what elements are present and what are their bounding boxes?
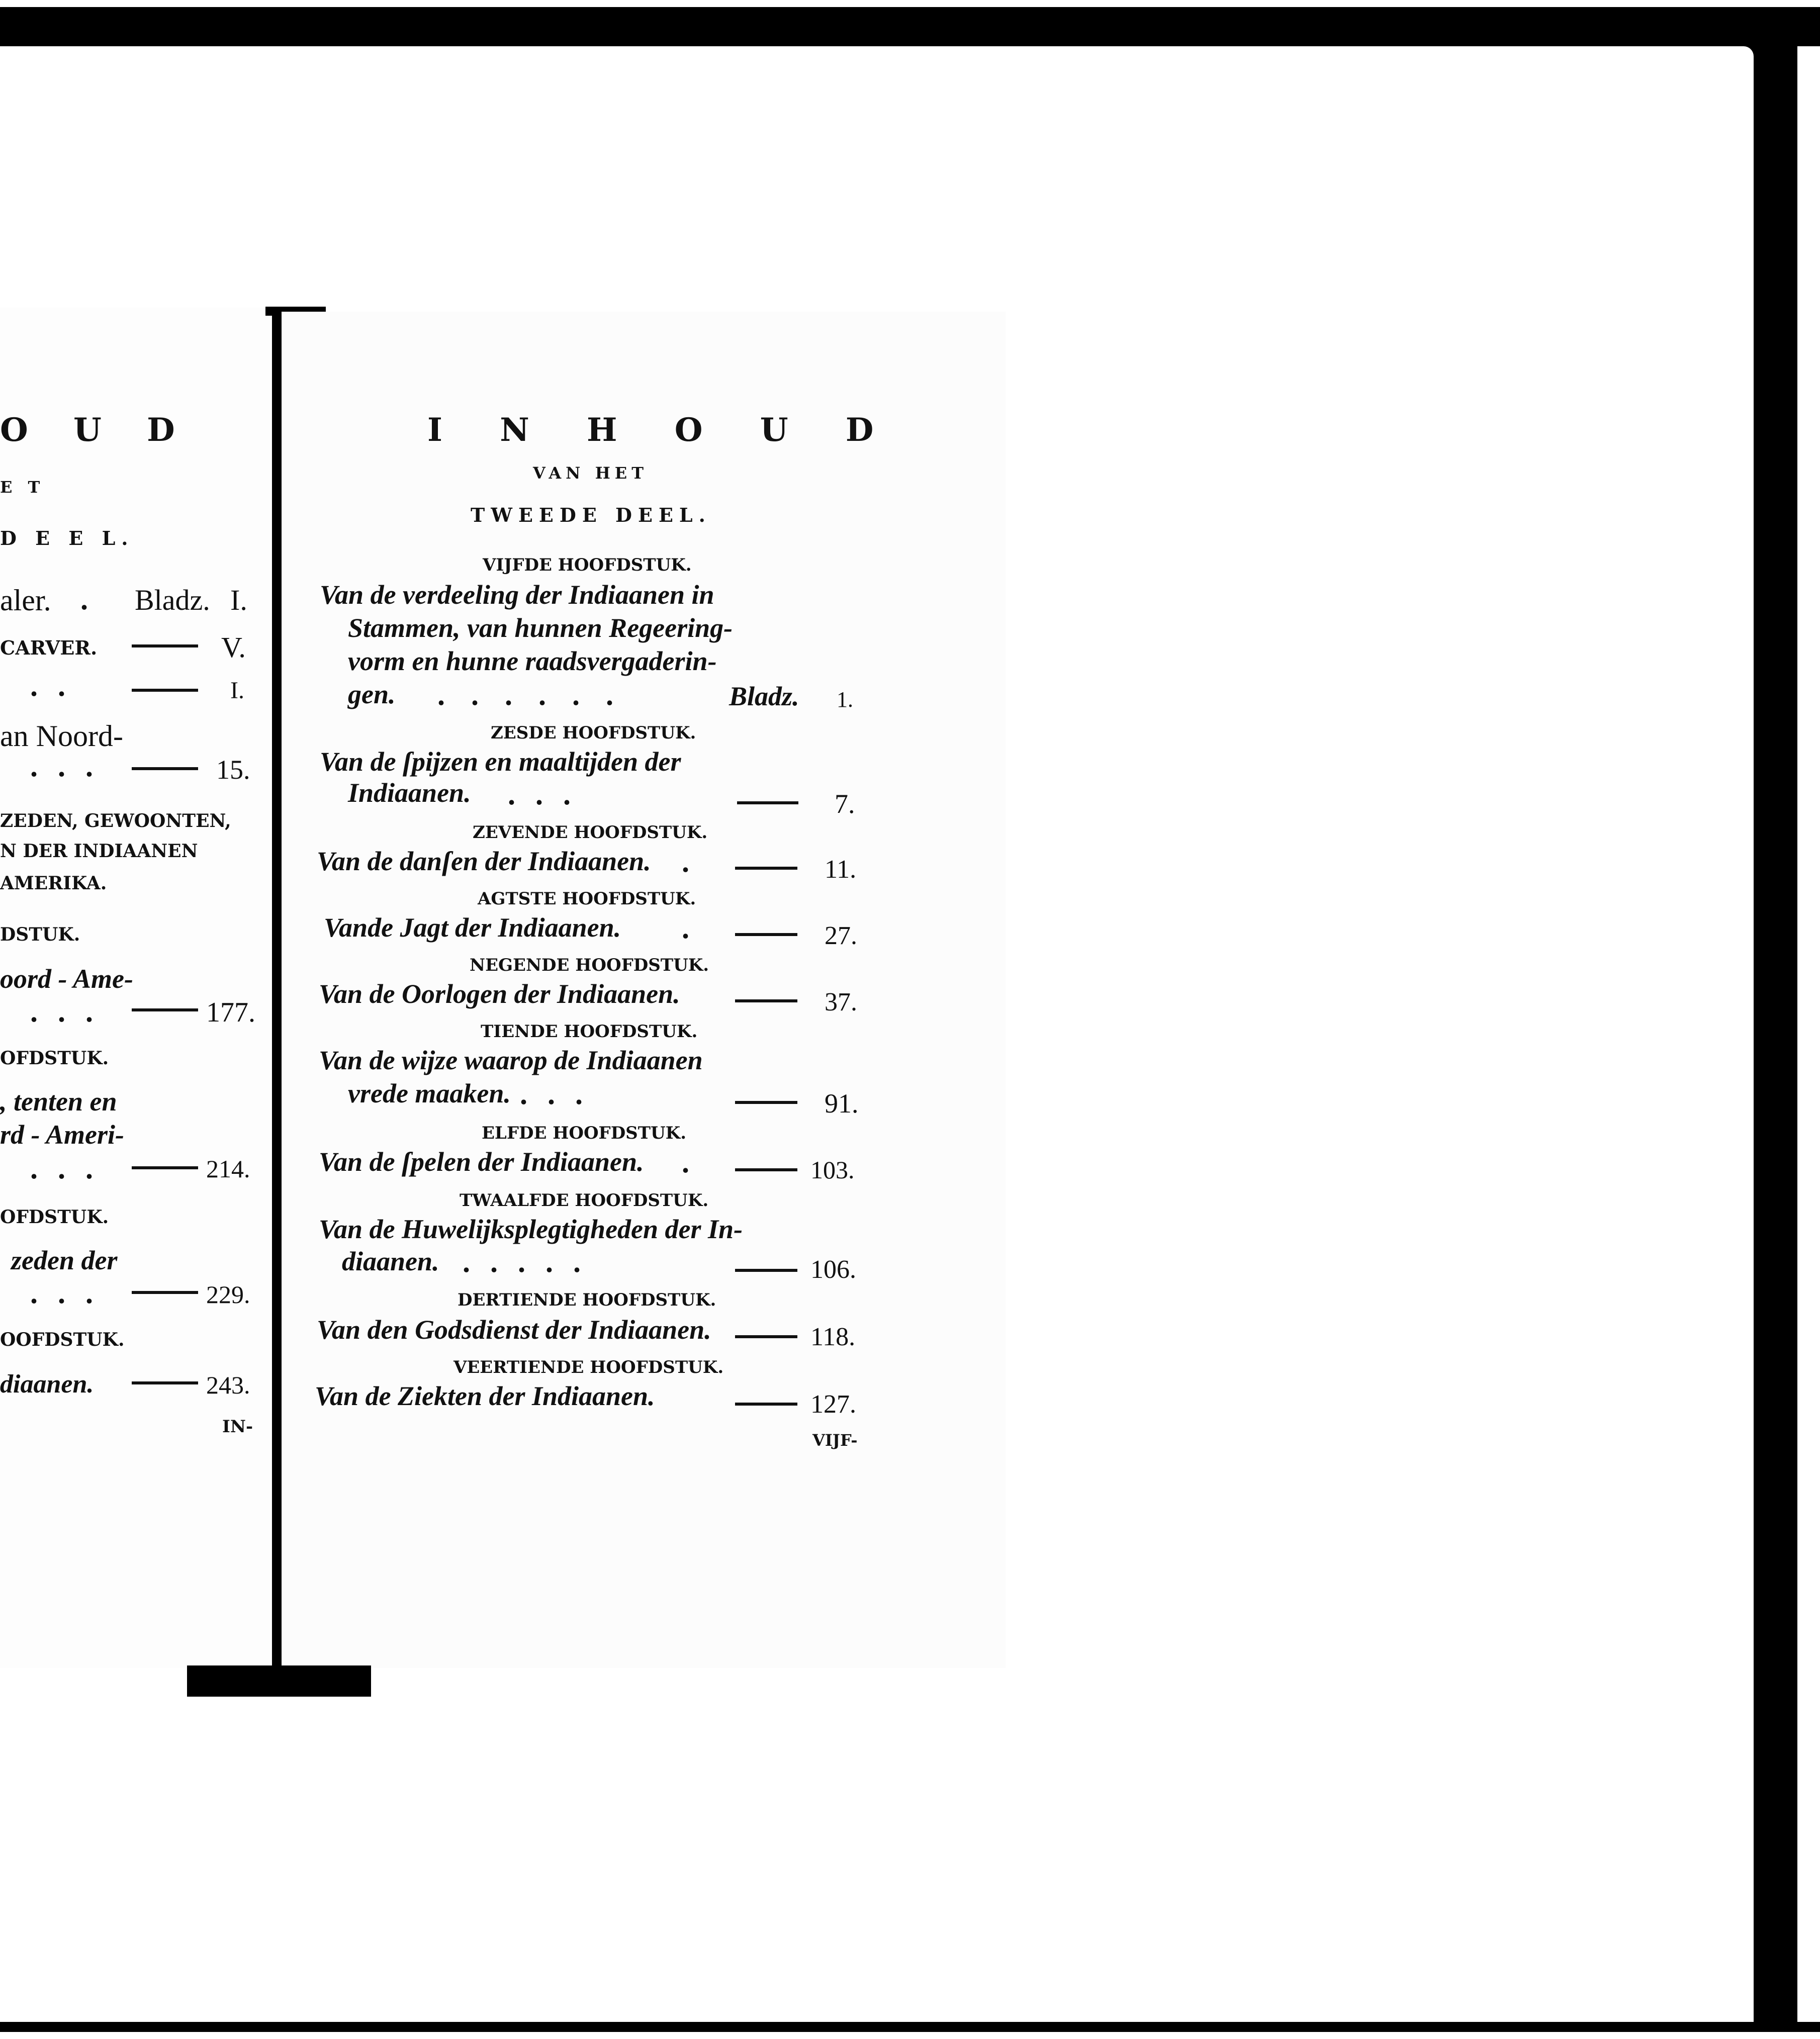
chapter-heading: AGTSTE HOOFDSTUK. bbox=[478, 889, 696, 909]
chapter-title-line: vrede maaken. bbox=[348, 1078, 511, 1108]
left-row-text: diaanen. bbox=[0, 1370, 94, 1399]
chapter-page-number: 106. bbox=[810, 1255, 856, 1284]
leader-dash bbox=[735, 999, 797, 1002]
binding-clip bbox=[187, 1665, 371, 1697]
chapter-title-line: Van de ſpelen der Indiaanen. bbox=[319, 1147, 644, 1177]
leader-dots: . bbox=[682, 845, 709, 878]
chapter-page-number: 118. bbox=[810, 1323, 856, 1351]
left-row-text: N DER INDIAANEN bbox=[0, 841, 198, 862]
leader-dash bbox=[132, 689, 198, 692]
chapter-page-number: 91. bbox=[825, 1088, 859, 1119]
leader-dash bbox=[735, 1168, 797, 1171]
left-page-subtitle: E T bbox=[0, 478, 45, 497]
left-row-text: zeden der bbox=[11, 1245, 118, 1275]
leader-dash bbox=[735, 1335, 797, 1338]
left-chapter-heading: OFDSTUK. bbox=[0, 1207, 109, 1228]
left-chapter-heading: OFDSTUK. bbox=[0, 1048, 109, 1069]
chapter-title-line: Stammen, van hunnen Regeering- bbox=[348, 613, 733, 643]
chapter-title-line: Van de verdeeling der Indiaanen in bbox=[320, 580, 714, 610]
chapter-heading: ELFDE HOOFDSTUK. bbox=[482, 1123, 687, 1143]
chapter-title-line: Van de wijze waarop de Indiaanen bbox=[319, 1045, 703, 1075]
chapter-page-number: 1. bbox=[837, 687, 853, 712]
left-row-label: Bladz. bbox=[135, 584, 210, 616]
left-row-page: 229. bbox=[206, 1280, 250, 1309]
leader-dash bbox=[132, 1381, 198, 1384]
chapter-title-line: Van de Ziekten der Indiaanen. bbox=[315, 1381, 655, 1411]
chapter-heading: VIJFDE HOOFDSTUK. bbox=[483, 555, 692, 575]
chapter-title-line: Van de danſen der Indiaanen. bbox=[317, 846, 651, 876]
left-chapter-heading: DSTUK. bbox=[0, 924, 80, 945]
left-row-page: I. bbox=[230, 677, 244, 704]
right-page-title: I N H O U D bbox=[427, 411, 897, 449]
scan-frame-top bbox=[0, 0, 1820, 7]
chapter-heading: DERTIENDE HOOFDSTUK. bbox=[458, 1290, 716, 1310]
leader-dots: ... bbox=[508, 778, 591, 811]
leader-dash bbox=[132, 1291, 198, 1294]
right-page-subtitle: VAN HET bbox=[533, 464, 648, 483]
leader-dots: ... bbox=[30, 995, 113, 1028]
left-row-text: CARVER. bbox=[0, 636, 98, 659]
chapter-heading: ZESDE HOOFDSTUK. bbox=[491, 723, 696, 743]
chapter-page-number: 7. bbox=[835, 789, 855, 819]
leader-dots: . bbox=[80, 583, 108, 616]
left-row-text: AMERIKA. bbox=[0, 873, 107, 894]
leader-dots: ... bbox=[520, 1077, 603, 1110]
chapter-page-number: 11. bbox=[825, 855, 857, 884]
left-row-page: V. bbox=[221, 631, 246, 664]
left-row-text: an Noord- bbox=[0, 719, 123, 753]
chapter-title-line: Van de Huwelijksplegtigheden der In- bbox=[319, 1214, 743, 1244]
chapter-title-line: diaanen. bbox=[342, 1246, 439, 1276]
left-row-page: 214. bbox=[206, 1155, 250, 1183]
left-row-page: 15. bbox=[216, 755, 250, 785]
leader-dash bbox=[735, 1269, 797, 1272]
chapter-page-number: 27. bbox=[825, 921, 857, 950]
leader-dots: ... bbox=[30, 1276, 113, 1310]
left-row-page: 243. bbox=[206, 1371, 250, 1399]
leader-dots: . bbox=[682, 911, 709, 945]
chapter-title-line: Vande Jagt der Indiaanen. bbox=[324, 912, 621, 943]
leader-dash bbox=[735, 1403, 797, 1406]
right-catchword: VIJF- bbox=[812, 1431, 858, 1450]
scan-edge-right bbox=[1797, 46, 1820, 2022]
chapter-page-number: 37. bbox=[825, 988, 857, 1016]
leader-dots: . bbox=[682, 1146, 709, 1179]
chapter-heading: TWAALFDE HOOFDSTUK. bbox=[460, 1190, 709, 1211]
chapter-title-line: vorm en hunne raadsvergaderin- bbox=[348, 646, 717, 676]
leader-dash bbox=[132, 644, 198, 647]
chapter-page-label: Bladz. bbox=[729, 681, 799, 711]
chapter-title-line: Van de ſpijzen en maaltijden der bbox=[320, 747, 681, 777]
chapter-heading: TIENDE HOOFDSTUK. bbox=[481, 1022, 698, 1042]
chapter-title-line: Van den Godsdienst der Indiaanen. bbox=[317, 1315, 711, 1345]
leader-dots: .. bbox=[30, 669, 85, 702]
leader-dots: ..... bbox=[463, 1245, 601, 1278]
left-row-text: ZEDEN, GEWOONTEN, bbox=[0, 810, 231, 831]
leader-dash bbox=[735, 1101, 797, 1104]
left-row-text: oord - Ame- bbox=[0, 964, 133, 994]
chapter-page-number: 103. bbox=[810, 1156, 855, 1184]
chapter-title-line: Van de Oorlogen der Indiaanen. bbox=[319, 979, 680, 1009]
scan-frame-bottom bbox=[0, 2032, 1820, 2039]
leader-dots: ... bbox=[30, 750, 113, 783]
leader-dash bbox=[737, 801, 798, 804]
chapter-heading: NEGENDE HOOFDSTUK. bbox=[470, 955, 709, 975]
left-row-text: rd - Ameri- bbox=[0, 1120, 124, 1150]
chapter-title-line: Indiaanen. bbox=[348, 778, 471, 808]
left-chapter-heading: OOFDSTUK. bbox=[0, 1329, 125, 1350]
right-page-part: TWEEDE DEEL. bbox=[471, 504, 711, 526]
chapter-page-number: 127. bbox=[810, 1390, 856, 1419]
left-page-title: O U D bbox=[0, 411, 192, 449]
chapter-heading: ZEVENDE HOOFDSTUK. bbox=[473, 822, 708, 843]
leader-dash bbox=[735, 933, 797, 936]
left-catchword: IN- bbox=[222, 1417, 253, 1437]
leader-dots: ...... bbox=[437, 678, 640, 711]
left-row-page: 177. bbox=[206, 997, 255, 1028]
chapter-heading: VEERTIENDE HOOFDSTUK. bbox=[453, 1357, 724, 1377]
leader-dash bbox=[132, 1166, 198, 1169]
leader-dots: ... bbox=[30, 1152, 113, 1185]
left-row-text: , tenten en bbox=[0, 1086, 117, 1117]
left-row-text: aler. bbox=[0, 584, 51, 617]
leader-dash bbox=[132, 1008, 198, 1011]
leader-dash bbox=[132, 767, 198, 770]
leader-dash bbox=[735, 867, 797, 870]
chapter-title-line: gen. bbox=[348, 679, 396, 709]
left-page-part: D E E L. bbox=[0, 527, 134, 549]
left-row-page: I. bbox=[230, 584, 247, 616]
